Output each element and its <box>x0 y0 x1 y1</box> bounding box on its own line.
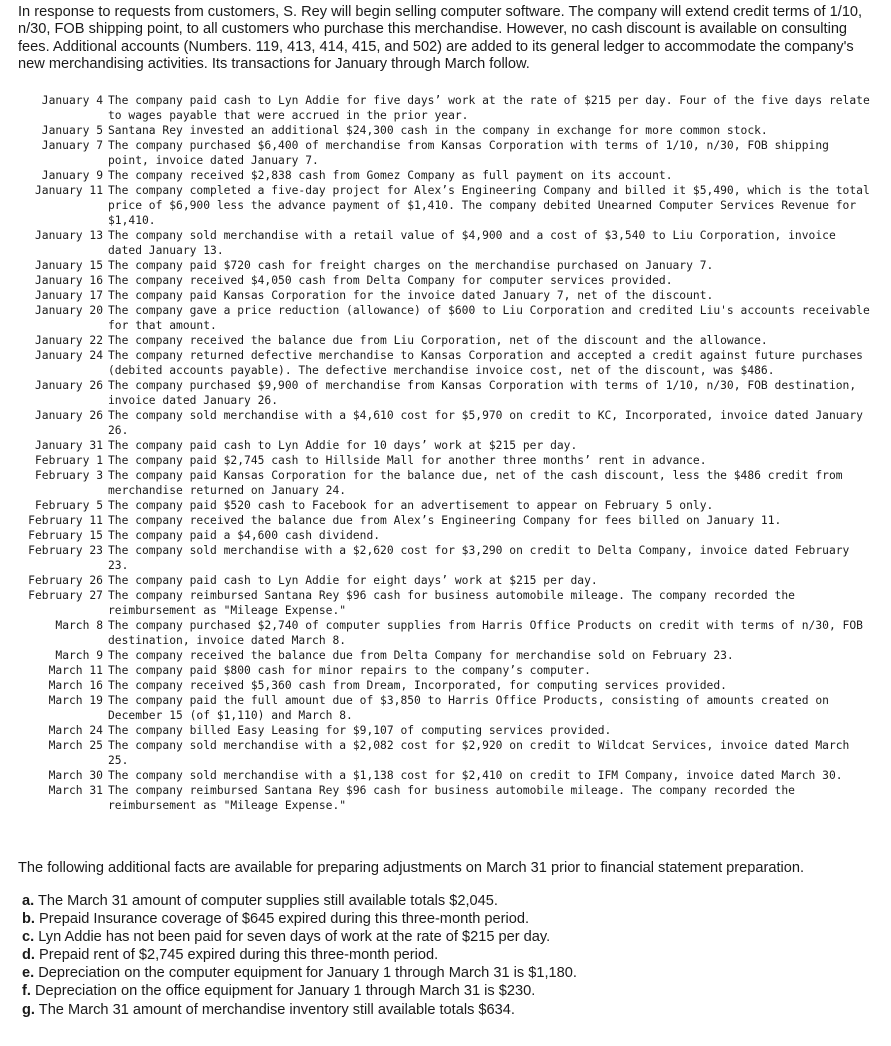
transaction-description: The company reimbursed Santana Rey $96 cash for business automobile mileage. The company recorded the reimbursement as "Mileage Expense." <box>108 589 795 617</box>
transaction-row <box>14 228 876 258</box>
transaction-description: The company received the balance due from Liu Corporation, net of the discount and the allowance. <box>108 334 768 347</box>
transaction-description: The company purchased $6,400 of merchandise from Kansas Corporation with terms of 1/10, n/30, FOB shipping point, invoice dated January 7. <box>108 139 829 167</box>
fact-text: Lyn Addie has not been paid for seven days of work at the rate of $215 per day. <box>38 929 551 946</box>
transaction-date: February 5 <box>34 499 103 512</box>
transaction-row <box>14 513 876 528</box>
transaction-row <box>14 663 876 678</box>
transaction-row <box>14 618 876 648</box>
transaction-description: The company completed a five-day project for Alex’s Engineering Company and billed it $5,490, which is the total price of $6,900 less the advance payment of $1,410. The company debited Unearned Computer Services Revenue for $1,410. <box>108 184 870 227</box>
transaction-date: January 22 <box>34 334 103 347</box>
transaction-date: March 19 <box>48 694 103 707</box>
transaction-description: The company purchased $2,740 of computer supplies from Harris Office Products on credit with terms of n/30, FOB destination, invoice dated March 8. <box>108 619 863 647</box>
transaction-description: Santana Rey invested an additional $24,300 cash in the company in exchange for more common stock. <box>108 124 768 137</box>
fact-text: The March 31 amount of computer supplies still available totals $2,045. <box>37 893 498 909</box>
transaction-date: February 11 <box>28 514 103 527</box>
fact-letter: d. <box>22 947 35 964</box>
transaction-row <box>14 783 876 813</box>
transaction-date: March 11 <box>48 664 103 677</box>
fact-text: Depreciation on the office equipment for January 1 through March 31 is $230. <box>34 983 536 1000</box>
transaction-row <box>14 123 876 138</box>
transaction-date: February 1 <box>34 454 103 467</box>
fact-letter: g. <box>22 1001 35 1018</box>
transaction-row <box>14 528 876 543</box>
transaction-description: The company received $5,360 cash from Dream, Incorporated, for computing services provided. <box>108 679 727 692</box>
transaction-row <box>14 273 876 288</box>
transaction-row <box>14 378 876 408</box>
transaction-date: January 26 <box>34 379 103 392</box>
transaction-description: The company received $4,050 cash from Delta Company for computer services provided. <box>108 274 673 287</box>
transaction-row <box>14 333 876 348</box>
transaction-row <box>14 183 876 228</box>
fact-item <box>22 928 882 946</box>
transaction-date: January 31 <box>34 439 103 452</box>
intro-paragraph: In response to requests from customers, S. Rey will begin selling computer software. The company will extend credit terms of 1/10, n/30, FOB shipping point, to all customers who purchase this merchandise. However, no cash discount is available on consulting fees. Additional accounts (Numbers. 119, 413, 414, 415, and 502) are added to its general ledger to accommodate the company's new merchandising activities. Its transactions for January through March follow. <box>18 4 863 73</box>
transaction-date: February 26 <box>28 574 103 587</box>
transaction-row <box>14 738 876 768</box>
fact-text: Prepaid Insurance coverage of $645 expired during this three-month period. <box>39 911 530 928</box>
transaction-date: February 15 <box>28 529 103 542</box>
transaction-row <box>14 543 876 573</box>
transaction-description: The company billed Easy Leasing for $9,107 of computing services provided. <box>108 724 612 737</box>
transaction-date: February 27 <box>28 589 103 602</box>
transaction-date: January 26 <box>34 409 103 422</box>
fact-letter: e. <box>22 965 35 982</box>
transaction-date: March 24 <box>48 724 103 737</box>
adjustment-facts-list <box>22 892 882 1019</box>
transactions-list <box>14 93 876 813</box>
transaction-description: The company reimbursed Santana Rey $96 cash for business automobile mileage. The company recorded the reimbursement as "Mileage Expense." <box>108 784 795 812</box>
transaction-date: January 15 <box>34 259 103 272</box>
transaction-row <box>14 408 876 438</box>
transaction-row <box>14 438 876 453</box>
transaction-description: The company paid cash to Lyn Addie for 10 days’ work at $215 per day. <box>108 439 578 452</box>
fact-text: The March 31 amount of merchandise inventory still available totals $634. <box>38 1001 515 1018</box>
fact-letter: b. <box>22 911 35 928</box>
transaction-description: The company sold merchandise with a $2,620 cost for $3,290 on credit to Delta Company, invoice dated February 23. <box>108 544 850 572</box>
transaction-description: The company gave a price reduction (allowance) of $600 to Liu Corporation and credited Liu's accounts receivable for that amount. <box>108 304 870 332</box>
transaction-row <box>14 453 876 468</box>
transaction-description: The company paid Kansas Corporation for the balance due, net of the cash discount, less the $486 credit from merchandise returned on January 24. <box>108 469 843 497</box>
transaction-description: The company received the balance due from Delta Company for merchandise sold on February 23. <box>108 649 734 662</box>
transaction-description: The company sold merchandise with a $1,138 cost for $2,410 on credit to IFM Company, invoice dated March 30. <box>108 769 843 782</box>
fact-item <box>22 964 882 982</box>
transaction-description: The company paid a $4,600 cash dividend. <box>108 529 381 542</box>
transaction-date: March 31 <box>48 784 103 797</box>
transaction-date: January 20 <box>34 304 103 317</box>
fact-letter: c. <box>22 929 35 946</box>
transaction-description: The company sold merchandise with a retail value of $4,900 and a cost of $3,540 to Liu Corporation, invoice dated January 13. <box>108 229 836 257</box>
transaction-description: The company received the balance due from Alex’s Engineering Company for fees billed on January 11. <box>108 514 782 527</box>
transaction-description: The company paid $520 cash to Facebook for an advertisement to appear on February 5 only. <box>108 499 714 512</box>
transaction-row <box>14 468 876 498</box>
transaction-description: The company paid $800 cash for minor repairs to the company’s computer. <box>108 664 591 677</box>
fact-item <box>22 946 882 964</box>
transaction-date: March 9 <box>55 649 103 662</box>
transaction-row <box>14 678 876 693</box>
transaction-row <box>14 303 876 333</box>
transaction-date: January 24 <box>34 349 103 362</box>
facts-intro-paragraph: The following additional facts are available for preparing adjustments on March 31 prior to financial statement preparation. <box>18 860 805 876</box>
transaction-description: The company sold merchandise with a $4,610 cost for $5,970 on credit to KC, Incorporated, invoice dated January 26. <box>108 409 863 437</box>
transaction-description: The company paid $2,745 cash to Hillside Mall for another three months’ rent in advance. <box>108 454 707 467</box>
transaction-date: March 30 <box>48 769 103 782</box>
transaction-row <box>14 168 876 183</box>
transaction-date: March 8 <box>55 619 103 632</box>
fact-letter: f. <box>22 983 31 1000</box>
transaction-date: March 16 <box>48 679 103 692</box>
transaction-description: The company paid cash to Lyn Addie for eight days’ work at $215 per day. <box>108 574 598 587</box>
transaction-row <box>14 648 876 663</box>
transaction-description: The company received $2,838 cash from Gomez Company as full payment on its account. <box>108 169 673 182</box>
transaction-description: The company paid the full amount due of $3,850 to Harris Office Products, consisting of amounts created on December 15 (of $1,110) and March 8. <box>108 694 829 722</box>
transaction-date: January 5 <box>41 124 103 137</box>
transaction-row <box>14 588 876 618</box>
transaction-date: March 25 <box>48 739 103 752</box>
fact-item <box>22 910 882 928</box>
transaction-row <box>14 573 876 588</box>
transaction-description: The company paid $720 cash for freight charges on the merchandise purchased on January 7. <box>108 259 714 272</box>
transaction-row <box>14 138 876 168</box>
transaction-row <box>14 768 876 783</box>
fact-item <box>22 982 882 1000</box>
fact-item <box>22 892 882 910</box>
transaction-row <box>14 348 876 378</box>
fact-letter: a. <box>22 893 35 909</box>
transaction-date: February 3 <box>34 469 103 482</box>
transaction-date: January 17 <box>34 289 103 302</box>
transaction-row <box>14 693 876 723</box>
transaction-date: January 13 <box>34 229 103 242</box>
transaction-date: January 7 <box>41 139 103 152</box>
transaction-description: The company paid Kansas Corporation for the invoice dated January 7, net of the discount. <box>108 289 714 302</box>
transaction-row <box>14 258 876 273</box>
transaction-description: The company paid cash to Lyn Addie for five days’ work at the rate of $215 per day. Four of the five days relate to wages payable that were accrued in the prior year. <box>108 94 870 122</box>
fact-text: Prepaid rent of $2,745 expired during this three-month period. <box>39 947 439 964</box>
fact-text: Depreciation on the computer equipment for January 1 through March 31 is $1,180. <box>38 965 577 982</box>
transaction-description: The company returned defective merchandise to Kansas Corporation and accepted a credit against future purchases (debited accounts payable). The defective merchandise invoice cost, net of the discount, was $486. <box>108 349 863 377</box>
transaction-row <box>14 723 876 738</box>
transaction-row <box>14 498 876 513</box>
fact-item <box>22 1001 882 1019</box>
transaction-row <box>14 93 876 123</box>
transaction-description: The company purchased $9,900 of merchandise from Kansas Corporation with terms of 1/10, n/30, FOB destination, invoice dated January 26. <box>108 379 857 407</box>
transaction-date: January 11 <box>34 184 103 197</box>
transaction-date: January 16 <box>34 274 103 287</box>
transaction-date: February 23 <box>28 544 103 557</box>
transaction-description: The company sold merchandise with a $2,082 cost for $2,920 on credit to Wildcat Services, invoice dated March 25. <box>108 739 850 767</box>
transaction-date: January 9 <box>41 169 103 182</box>
transaction-row <box>14 288 876 303</box>
transaction-date: January 4 <box>41 94 103 107</box>
